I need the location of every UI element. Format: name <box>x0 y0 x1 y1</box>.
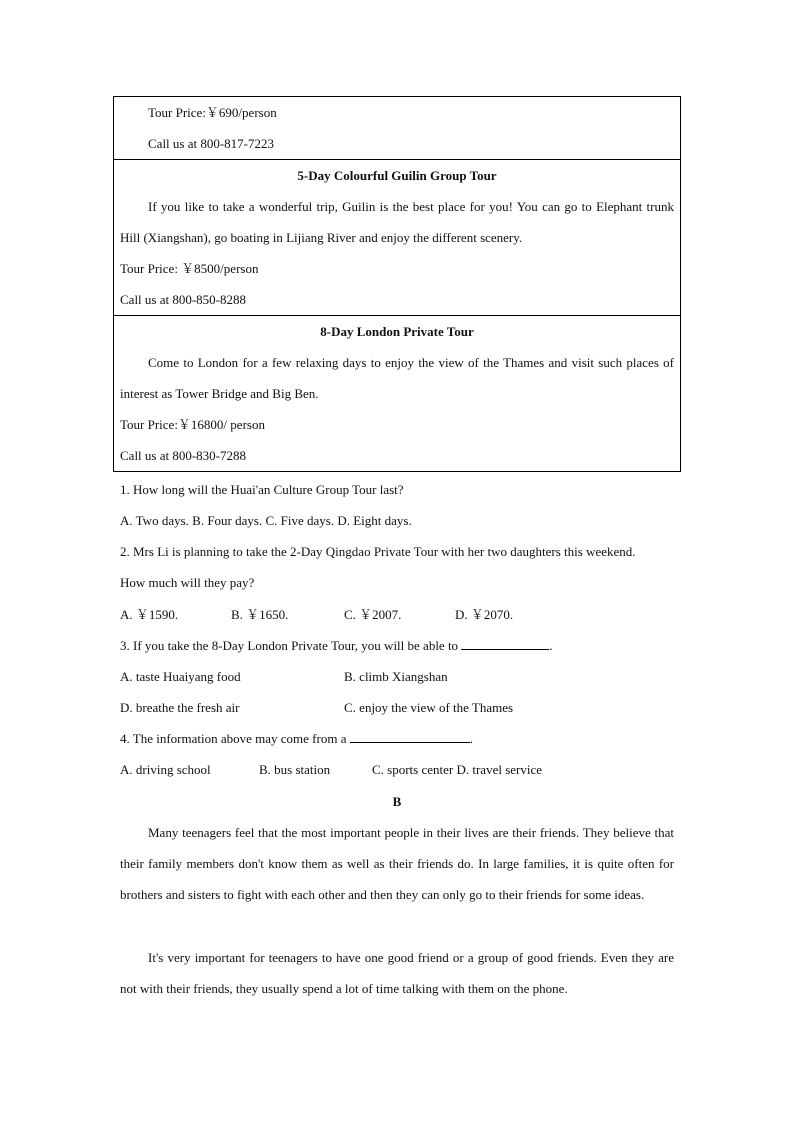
tour-price: Tour Price: ￥8500/person <box>120 261 259 276</box>
question-4-option-c-d: C. sports center D. travel service <box>372 762 543 777</box>
question-1: 1. How long will the Huai'an Culture Group Tour last? <box>120 482 404 497</box>
question-2-option-b: B. ￥1650. <box>231 607 289 622</box>
tour-phone: Call us at 800-850-8288 <box>120 292 247 307</box>
table-cell-london-tour <box>114 316 681 472</box>
question-3-text: 3. If you take the 8-Day London Private Tour, you will be able to <box>120 638 462 653</box>
tour-info-table <box>113 96 681 472</box>
question-3-option-c: C. enjoy the view of the Thames <box>344 700 514 715</box>
question-1-options: A. Two days. B. Four days. C. Five days. D. Eight days. <box>120 513 412 528</box>
tour-description: If you like to take a wonderful trip, Guilin is the best place for you! You can go to Elephant trunk Hill (Xiangshan), go boating in Lijiang River and enjoy the different scenery. <box>120 199 674 245</box>
question-4 <box>120 723 678 754</box>
passage-paragraph-2: It's very important for teenagers to have one good friend or a group of good friends. Even they are not with their friends, they usually spend a lot of time talking with them on the phone. <box>120 950 674 996</box>
question-2-line-1: 2. Mrs Li is planning to take the 2-Day Qingdao Private Tour with her two daughters this weekend. <box>120 544 636 559</box>
table-row <box>114 97 681 160</box>
tour-title: 8-Day London Private Tour <box>320 324 474 339</box>
tour-description: Come to London for a few relaxing days to enjoy the view of the Thames and visit such places of interest as Tower Bridge and Big Ben. <box>120 355 674 401</box>
table-row <box>114 160 681 316</box>
question-2-option-a: A. ￥1590. <box>120 607 179 622</box>
table-cell-previous-tour <box>114 97 681 160</box>
question-3 <box>120 630 678 661</box>
question-3-option-a: A. taste Huaiyang food <box>120 669 241 684</box>
question-3-option-d: D. breathe the fresh air <box>120 700 240 715</box>
question-4-option-a: A. driving school <box>120 762 211 777</box>
section-heading: B <box>392 794 402 809</box>
question-4-option-b: B. bus station <box>259 762 331 777</box>
tour-price: Tour Price:￥690/person <box>148 105 277 120</box>
question-3-option-b: B. climb Xiangshan <box>344 669 448 684</box>
tour-phone: Call us at 800-817-7223 <box>148 136 275 151</box>
question-4-end: . <box>469 731 473 746</box>
table-cell-guilin-tour <box>114 160 681 316</box>
tour-title: 5-Day Colourful Guilin Group Tour <box>297 168 497 183</box>
table-row <box>114 316 681 472</box>
passage-paragraph-1: Many teenagers feel that the most important people in their lives are their friends. They believe that their family members don't know them as well as their friends do. In large families, it is quite often for brothers and sisters to fight with each other and then they can only go to their friends for some ideas. <box>120 825 674 902</box>
answer-blank <box>461 633 549 650</box>
question-2-option-d: D. ￥2070. <box>455 607 514 622</box>
tour-phone: Call us at 800-830-7288 <box>120 448 247 463</box>
answer-blank <box>350 726 470 743</box>
question-2-line-2: How much will they pay? <box>120 575 255 590</box>
question-4-text: 4. The information above may come from a <box>120 731 350 746</box>
tour-price: Tour Price:￥16800/ person <box>120 417 265 432</box>
question-3-end: . <box>549 638 553 653</box>
question-2-option-c: C. ￥2007. <box>344 607 402 622</box>
